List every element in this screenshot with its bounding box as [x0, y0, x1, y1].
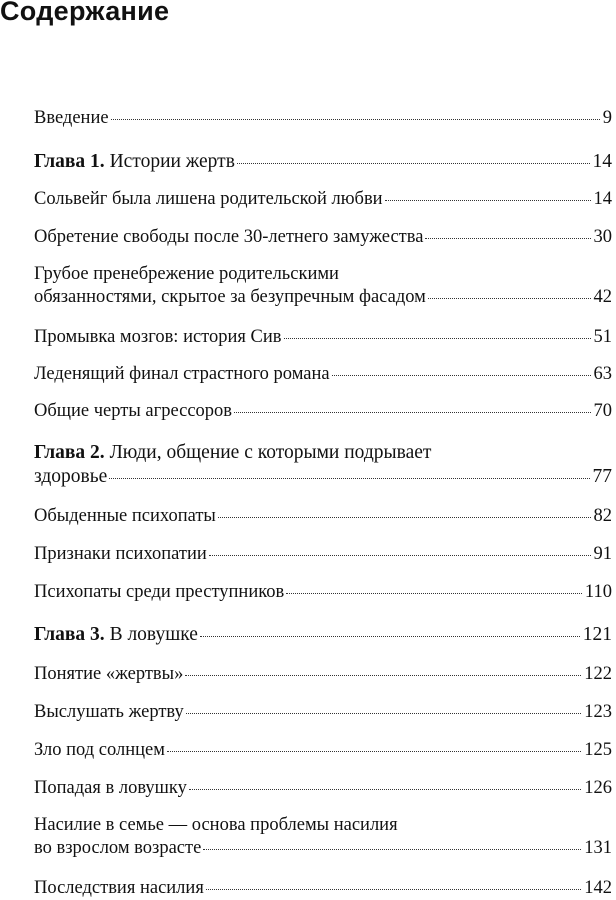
toc-entry-title: Сольвейг была лишена родительской любви [34, 189, 383, 209]
toc-entry-title: во взрослом возрасте [34, 838, 202, 859]
toc-entry-title: обязанностями, скрытое за безупречным фасадом [34, 287, 426, 308]
toc-entry-line [34, 441, 568, 465]
dot-leader [200, 636, 580, 637]
dot-leader [332, 375, 591, 376]
toc-entry [34, 505, 612, 528]
dot-leader [167, 751, 581, 752]
toc-entry-line [34, 623, 612, 647]
toc-entry [34, 543, 612, 566]
toc-entry-title: Леденящий финал страстного романа [34, 364, 330, 384]
toc-entry-title: Понятие «жертвы» [34, 664, 184, 684]
toc-entry [34, 326, 612, 349]
toc-entry-line [34, 701, 612, 724]
dot-leader [218, 517, 591, 518]
toc-entry-line [34, 877, 612, 900]
dot-leader [237, 163, 590, 164]
toc-entry [34, 777, 612, 800]
dot-leader [286, 593, 582, 594]
toc-entry [34, 363, 612, 386]
toc-entry [34, 263, 612, 309]
toc-entry-line [34, 739, 612, 762]
page-number: 14 [592, 151, 612, 172]
page-number: 82 [593, 506, 612, 526]
toc-entry-title: Истории жертв [109, 151, 235, 172]
dot-leader [186, 713, 581, 714]
dot-leader [111, 119, 600, 120]
page-number: 9 [602, 108, 612, 128]
toc-entry-title: здоровье [34, 466, 108, 488]
toc-entry-line [34, 837, 612, 860]
page-number: 91 [593, 544, 612, 564]
toc-entry-title: Последствия насилия [34, 878, 204, 898]
toc-entry [34, 814, 612, 860]
toc-entry-title: Промывка мозгов: история Сив [34, 327, 282, 347]
toc-entry-title: Попадая в ловушку [34, 778, 187, 798]
toc-chapter-entry [34, 150, 612, 174]
page-number: 123 [584, 702, 612, 722]
toc-entry [34, 663, 612, 686]
toc-entry-title: В ловушке [109, 624, 198, 645]
page-number: 42 [593, 287, 612, 308]
toc-entry [34, 188, 612, 211]
chapter-label: Глава 2. [34, 442, 105, 463]
page-number: 122 [584, 664, 612, 684]
page-number: 110 [584, 582, 612, 602]
toc-entry-title: Признаки психопатии [34, 544, 207, 564]
page-number: 63 [593, 364, 612, 384]
toc-entry-title: Зло под солнцем [34, 740, 165, 760]
toc-entry-line [34, 286, 612, 309]
toc-entry-title: Насилие в семье — основа проблемы насилия [34, 815, 398, 835]
toc-entry-line [34, 505, 612, 528]
toc-entry-title: Психопаты среди преступников [34, 582, 285, 602]
toc-entry-title: Люди, общение с которыми подрывает [109, 442, 432, 463]
chapter-label: Глава 3. [34, 624, 105, 645]
toc-chapter-entry [34, 441, 612, 490]
dot-leader [425, 238, 590, 239]
page-number: 51 [593, 327, 612, 347]
dot-leader [234, 412, 590, 413]
toc-entry-title: Грубое пренебрежение родительскими [34, 264, 339, 284]
toc-entry-line [34, 777, 612, 800]
toc-entry-line [34, 663, 612, 686]
dot-leader [185, 675, 581, 676]
dot-leader [206, 889, 581, 890]
toc-entry [34, 107, 612, 130]
toc-entry-line [34, 543, 612, 566]
dot-leader [209, 555, 591, 556]
page-number: 126 [584, 778, 612, 798]
dot-leader [284, 338, 591, 339]
toc-entry [34, 739, 612, 762]
toc-entry-line [34, 814, 568, 837]
toc-entry [34, 877, 612, 900]
toc-entry-line [34, 188, 612, 211]
page-number: 131 [584, 838, 612, 859]
dot-leader [109, 478, 589, 479]
toc-entry [34, 400, 612, 423]
toc-entry-line [34, 326, 612, 349]
toc-entry [34, 701, 612, 724]
toc-entry-title: Введение [34, 108, 109, 128]
toc-entry-line [34, 400, 612, 423]
page-number: 125 [584, 740, 612, 760]
dot-leader [428, 298, 591, 299]
toc-entry-title: Выслушать жертву [34, 702, 184, 722]
dot-leader [189, 789, 581, 790]
toc-entry-title: Обыденные психопаты [34, 506, 216, 526]
dot-leader [385, 200, 591, 201]
page-number: 142 [584, 878, 612, 898]
page-number: 30 [593, 227, 612, 247]
toc-entry [34, 226, 612, 249]
toc-chapter-entry [34, 623, 612, 647]
toc-entry-line [34, 107, 612, 130]
toc-entry-line [34, 150, 612, 174]
page-number: 70 [593, 401, 612, 421]
toc-entry-title: Общие черты агрессоров [34, 401, 233, 421]
dot-leader [203, 849, 581, 850]
page-title: Содержание [0, 0, 170, 26]
toc-entry-line [34, 263, 568, 286]
toc-entry-title: Обретение свободы после 30-летнего замужества [34, 227, 424, 247]
page-number: 77 [592, 466, 612, 488]
toc-entry-line [34, 581, 612, 604]
page-number: 121 [582, 624, 612, 645]
toc-entry-line [34, 226, 612, 249]
toc-entry-line [34, 465, 612, 489]
toc-entry [34, 581, 612, 604]
toc-entry-line [34, 363, 612, 386]
page-number: 14 [593, 189, 612, 209]
chapter-label: Глава 1. [34, 151, 105, 172]
